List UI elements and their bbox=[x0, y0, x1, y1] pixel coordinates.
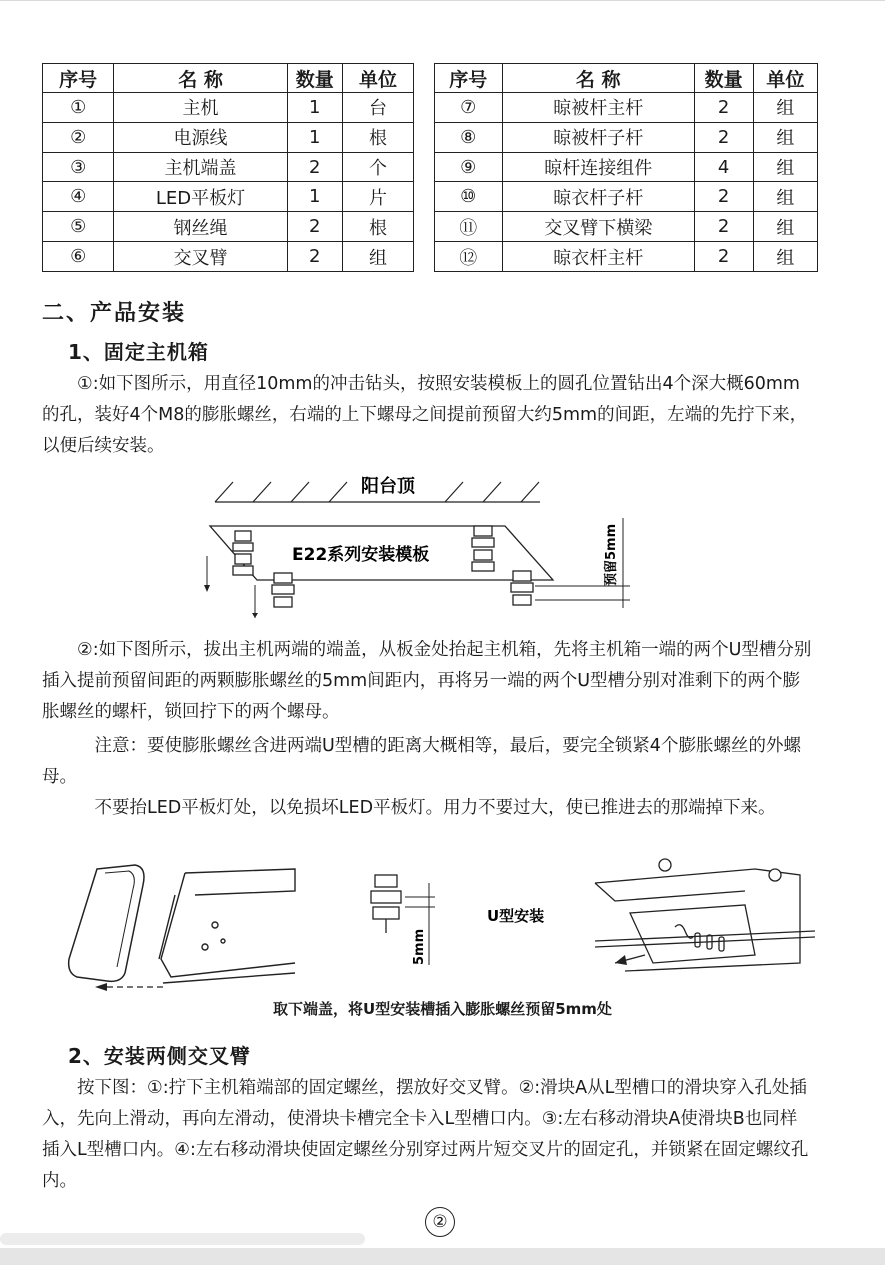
u-install-label: U型安装 bbox=[487, 907, 545, 925]
table-row bbox=[43, 122, 818, 152]
table-cell: 钢丝绳 bbox=[114, 212, 287, 242]
header-cell: 名 称 bbox=[114, 64, 287, 93]
gap-label: 预留5mm bbox=[604, 523, 619, 586]
table-cell: 组 bbox=[753, 212, 817, 242]
table-cell: ⑫ bbox=[434, 242, 502, 272]
bottom-bar bbox=[0, 1248, 885, 1265]
header-cell: 序号 bbox=[43, 64, 114, 93]
table-cell: 晾衣杆子杆 bbox=[502, 182, 694, 212]
table-cell: 组 bbox=[342, 242, 413, 272]
horizontal-scrollbar[interactable] bbox=[0, 1233, 365, 1245]
table-cell: 电源线 bbox=[114, 122, 287, 152]
table-row bbox=[43, 212, 818, 242]
gap-label-5mm: 5mm bbox=[412, 928, 427, 965]
table-cell: 2 bbox=[287, 212, 342, 242]
table-cell: 台 bbox=[342, 93, 413, 123]
table-cell: 根 bbox=[342, 122, 413, 152]
table-row bbox=[43, 182, 818, 212]
step1-note-2: 不要抬LED平板灯处，以免损坏LED平板灯。用力不要过大，使已推进去的那端掉下来。 bbox=[94, 798, 776, 818]
table-cell: 组 bbox=[753, 182, 817, 212]
table-gap bbox=[414, 64, 434, 93]
table-gap bbox=[414, 122, 434, 152]
page-number: ② bbox=[425, 1207, 455, 1237]
table-gap bbox=[414, 182, 434, 212]
table-cell: ⑤ bbox=[43, 212, 114, 242]
table-cell: 交叉臂 bbox=[114, 242, 287, 272]
header-cell: 单位 bbox=[753, 64, 817, 93]
expansion-bolt-icon bbox=[472, 526, 494, 571]
table-gap bbox=[414, 93, 434, 123]
table-cell: 主机端盖 bbox=[114, 152, 287, 182]
table-cell: 晾衣杆主杆 bbox=[502, 242, 694, 272]
table-cell: ⑥ bbox=[43, 242, 114, 272]
table-cell: ⑧ bbox=[434, 122, 502, 152]
figure-caption: 取下端盖，将U型安装槽插入膨胀螺丝预留5mm处 bbox=[273, 1000, 612, 1018]
table-cell: 组 bbox=[753, 122, 817, 152]
mounting-template-diagram bbox=[195, 468, 635, 618]
table-cell: 2 bbox=[287, 242, 342, 272]
expansion-bolt-icon bbox=[233, 531, 253, 575]
table-cell: 1 bbox=[287, 93, 342, 123]
bolt-nut-icon bbox=[371, 875, 401, 933]
header-cell: 单位 bbox=[342, 64, 413, 93]
step1-title: 1、固定主机箱 bbox=[68, 340, 209, 364]
table-cell: 4 bbox=[694, 152, 753, 182]
table-cell: 交叉臂下横梁 bbox=[502, 212, 694, 242]
table-cell: ⑪ bbox=[434, 212, 502, 242]
template-label: E22系列安装模板 bbox=[292, 545, 430, 565]
table-gap bbox=[414, 242, 434, 272]
step2-paragraph: 按下图：①:拧下主机箱端部的固定螺丝，摆放好交叉臂。②:滑块A从L型槽口的滑块穿入孔处插入，先向上滑动，再向左滑动，使滑块卡槽完全卡入L型槽口内。③:左右移动滑块A使滑块B也同样插入L型槽口内。④:左右移动滑块使固定螺丝分别穿过两片短交叉片的固定孔，并锁紧在固定螺纹孔内。 bbox=[42, 1078, 809, 1191]
parts-table bbox=[42, 63, 818, 272]
table-cell: 1 bbox=[287, 122, 342, 152]
table-cell: 2 bbox=[694, 122, 753, 152]
table-cell: 根 bbox=[342, 212, 413, 242]
table-cell: ⑦ bbox=[434, 93, 502, 123]
end-cap-icon bbox=[69, 865, 144, 981]
table-cell: 2 bbox=[694, 93, 753, 123]
ceiling-label: 阳台顶 bbox=[361, 476, 415, 497]
table-row bbox=[43, 93, 818, 123]
host-mounted-icon bbox=[595, 859, 815, 971]
top-divider bbox=[0, 0, 885, 1]
step1-paragraph-1: ①:如下图所示，用直径10mm的冲击钻头，按照安装模板上的圆孔位置钻出4个深大概60mm的孔，装好4个M8的膨胀螺丝，右端的上下螺母之间提前预留大约5mm的间距，左端的先拧下来，以便后续安装。 bbox=[42, 374, 808, 456]
table-header-row bbox=[43, 64, 818, 93]
step1-paragraph-2: ②:如下图所示，拔出主机两端的端盖，从板金处抬起主机箱，先将主机箱一端的两个U型槽分别插入提前预留间距的两颗膨胀螺丝的5mm间距内，再将另一端的两个U型槽分别对准剩下的两个膨胀螺丝的螺杆，锁回拧下的两个螺母。 bbox=[42, 640, 812, 722]
table-cell: 晾杆连接组件 bbox=[502, 152, 694, 182]
table-cell: 2 bbox=[694, 182, 753, 212]
table-cell: 主机 bbox=[114, 93, 287, 123]
table-cell: 个 bbox=[342, 152, 413, 182]
table-cell: ⑩ bbox=[434, 182, 502, 212]
expansion-bolt-icon bbox=[272, 573, 294, 607]
header-cell: 数量 bbox=[287, 64, 342, 93]
table-row bbox=[43, 152, 818, 182]
table-cell: 2 bbox=[694, 242, 753, 272]
table-cell: 组 bbox=[753, 152, 817, 182]
header-cell: 数量 bbox=[694, 64, 753, 93]
table-cell: ② bbox=[43, 122, 114, 152]
host-box-end-icon bbox=[159, 869, 295, 983]
expansion-bolt-icon bbox=[511, 571, 533, 605]
table-row bbox=[43, 242, 818, 272]
header-cell: 名 称 bbox=[502, 64, 694, 93]
table-cell: 片 bbox=[342, 182, 413, 212]
table-cell: ④ bbox=[43, 182, 114, 212]
table-cell: 晾被杆主杆 bbox=[502, 93, 694, 123]
table-cell: 2 bbox=[694, 212, 753, 242]
table-cell: 组 bbox=[753, 93, 817, 123]
header-cell: 序号 bbox=[434, 64, 502, 93]
table-cell: 组 bbox=[753, 242, 817, 272]
table-cell: 1 bbox=[287, 182, 342, 212]
table-gap bbox=[414, 212, 434, 242]
table-cell: 2 bbox=[287, 152, 342, 182]
step1-note-1: 注意：要使膨胀螺丝含进两端U型槽的距离大概相等，最后，要完全锁紧4个膨胀螺丝的外螺母。 bbox=[42, 736, 801, 787]
table-cell: 晾被杆子杆 bbox=[502, 122, 694, 152]
table-cell: ⑨ bbox=[434, 152, 502, 182]
table-cell: ③ bbox=[43, 152, 114, 182]
step2-title: 2、安装两侧交叉臂 bbox=[68, 1044, 251, 1068]
table-gap bbox=[414, 152, 434, 182]
table-cell: ① bbox=[43, 93, 114, 123]
u-slot-installation-diagram bbox=[55, 855, 815, 995]
section-title: 二、产品安装 bbox=[42, 301, 187, 326]
table-cell: LED平板灯 bbox=[114, 182, 287, 212]
